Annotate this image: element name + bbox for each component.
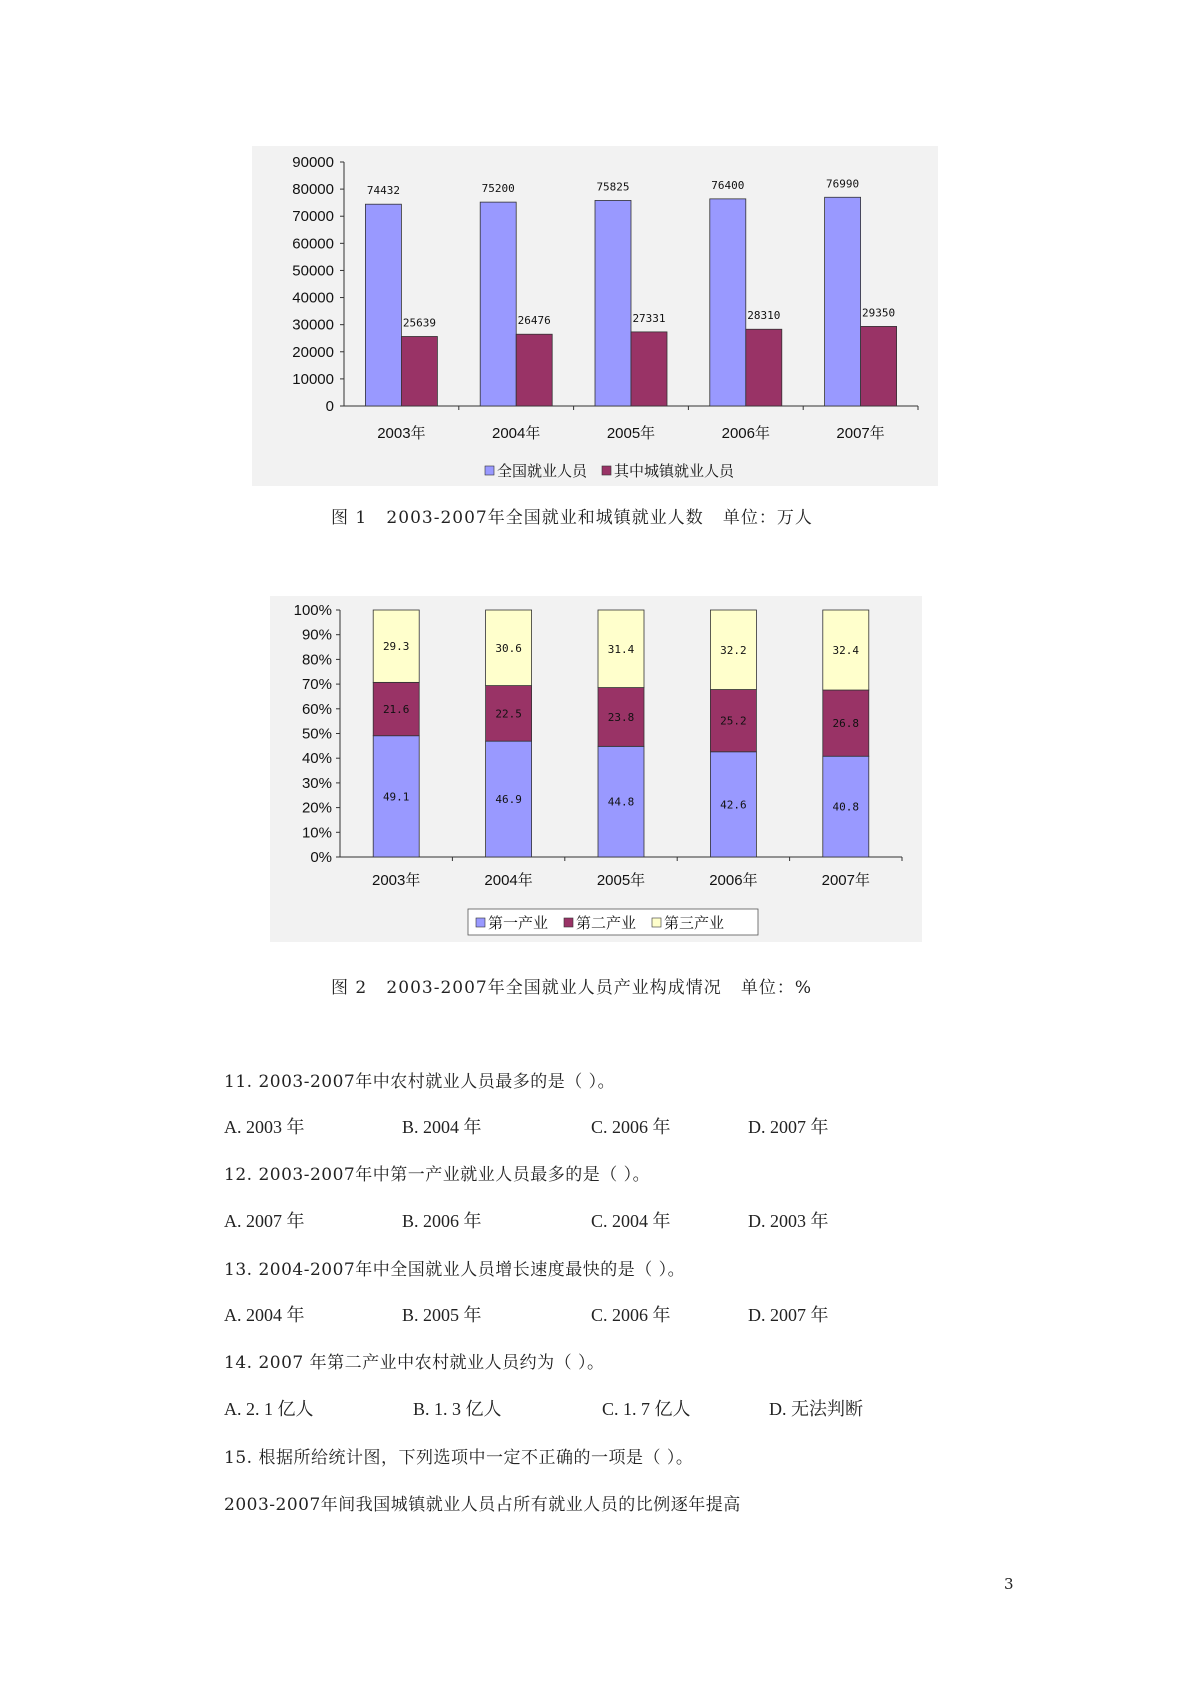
y-tick-label: 0% (310, 849, 332, 866)
segment-data-label: 42.6 (720, 798, 747, 812)
x-tick-label: 2006年 (709, 872, 758, 889)
segment-data-label: 32.2 (720, 643, 747, 657)
legend-swatch (476, 918, 485, 927)
bar-data-label: 25639 (402, 316, 436, 330)
y-tick-label: 80000 (292, 181, 334, 199)
y-tick-label: 20000 (292, 343, 334, 361)
x-tick-label: 2003年 (372, 872, 421, 889)
bar-data-label: 29350 (862, 306, 896, 320)
legend-label: 第二产业 (576, 914, 637, 932)
legend-swatch (564, 918, 573, 927)
figure-1-caption: 图 1 2003-2007年全国就业和城镇就业人数 单位：万人 (331, 508, 813, 528)
x-tick-label: 2003年 (377, 425, 426, 442)
segment-data-label: 21.6 (382, 703, 410, 717)
figure-1-chart (252, 146, 938, 486)
x-tick-label: 2004年 (492, 425, 541, 442)
question-11-option-b: B. 2004 年 (402, 1117, 482, 1137)
question-13-option-d: D. 2007 年 (748, 1305, 829, 1325)
figure-1-svg (252, 146, 938, 486)
question-14-option-d: D. 无法判断 (769, 1399, 863, 1419)
y-tick-label: 40% (301, 750, 332, 768)
y-tick-label: 70% (301, 676, 332, 694)
bar-data-label: 28310 (747, 309, 781, 323)
question-11-stem: 11. 2003-2007年中农村就业人员最多的是（ ）。 (224, 1072, 616, 1092)
segment-data-label: 23.8 (607, 710, 635, 724)
bar-data-label: 26476 (517, 314, 551, 328)
y-tick-label: 0 (325, 398, 334, 415)
figure-2-svg (270, 596, 922, 942)
y-tick-label: 100% (293, 602, 332, 619)
figure-2-caption: 图 2 2003-2007年全国就业人员产业构成情况 单位：% (331, 978, 813, 998)
x-tick-label: 2007年 (836, 425, 885, 442)
bar (365, 204, 401, 406)
legend-label: 全国就业人员 (497, 462, 588, 480)
segment-data-label: 31.4 (607, 642, 635, 656)
question-13-option-b: B. 2005 年 (402, 1305, 482, 1325)
question-14-option-c: C. 1. 7 亿人 (602, 1399, 691, 1419)
x-tick-label: 2005年 (596, 872, 646, 889)
bar-data-label: 74432 (366, 184, 400, 198)
segment-data-label: 22.5 (495, 707, 522, 721)
y-tick-label: 30000 (292, 316, 334, 334)
segment-data-label: 25.2 (720, 714, 747, 728)
segment-data-label: 29.3 (382, 640, 410, 654)
legend-label: 第三产业 (664, 914, 725, 932)
question-14-option-b: B. 1. 3 亿人 (413, 1399, 502, 1419)
segment-data-label: 40.8 (832, 800, 860, 814)
y-tick-label: 50% (301, 725, 332, 743)
legend-label: 其中城镇就业人员 (614, 462, 735, 480)
trailing-text: 2003-2007年间我国城镇就业人员占所有就业人员的比例逐年提高 (224, 1495, 741, 1515)
y-tick-label: 60% (301, 700, 332, 718)
bar (746, 329, 782, 406)
y-tick-label: 60000 (292, 235, 334, 253)
figure-2-chart (270, 596, 922, 942)
question-12-option-d: D. 2003 年 (748, 1211, 829, 1231)
bar (516, 334, 552, 406)
segment-data-label: 46.9 (495, 793, 522, 807)
legend-swatch (602, 466, 611, 475)
legend-label: 第一产业 (488, 914, 549, 932)
question-13-option-a: A. 2004 年 (224, 1305, 305, 1325)
x-tick-label: 2005年 (606, 425, 656, 442)
y-tick-label: 50000 (292, 262, 334, 280)
segment-data-label: 26.8 (832, 717, 860, 731)
page-number: 3 (1004, 1575, 1014, 1593)
bar (861, 326, 897, 406)
question-11-option-d: D. 2007 年 (748, 1117, 829, 1137)
question-12-option-b: B. 2006 年 (402, 1211, 482, 1231)
y-tick-label: 80% (301, 651, 332, 669)
segment-data-label: 32.4 (832, 644, 860, 658)
x-tick-label: 2006年 (721, 425, 770, 442)
x-tick-label: 2004年 (484, 872, 533, 889)
bar (631, 332, 667, 406)
y-tick-label: 40000 (292, 289, 334, 307)
bar (401, 336, 437, 406)
y-tick-label: 90000 (292, 154, 334, 171)
question-11-option-c: C. 2006 年 (591, 1117, 671, 1137)
bar (480, 202, 516, 406)
bar-data-label: 76400 (711, 178, 745, 192)
x-tick-label: 2007年 (821, 872, 870, 889)
question-13-stem: 13. 2004-2007年中全国就业人员增长速度最快的是（ ）。 (224, 1260, 686, 1280)
segment-data-label: 44.8 (607, 795, 635, 809)
bar (595, 200, 631, 406)
y-tick-label: 30% (301, 774, 332, 792)
question-12-option-c: C. 2004 年 (591, 1211, 671, 1231)
question-12-stem: 12. 2003-2007年中第一产业就业人员最多的是（ ）。 (224, 1165, 651, 1185)
segment-data-label: 30.6 (495, 641, 522, 655)
y-tick-label: 90% (301, 626, 332, 644)
y-tick-label: 70000 (292, 208, 334, 226)
bar-data-label: 75200 (481, 182, 515, 196)
legend-swatch (652, 918, 661, 927)
question-12-option-a: A. 2007 年 (224, 1211, 305, 1231)
question-14-option-a: A. 2. 1 亿人 (224, 1399, 314, 1419)
y-tick-label: 20% (301, 799, 332, 817)
question-11-option-a: A. 2003 年 (224, 1117, 305, 1137)
segment-data-label: 49.1 (382, 790, 410, 804)
bar-data-label: 76990 (826, 177, 860, 191)
bar-data-label: 75825 (596, 180, 630, 194)
question-13-option-c: C. 2006 年 (591, 1305, 671, 1325)
y-tick-label: 10000 (292, 370, 334, 388)
question-14-stem: 14. 2007 年第二产业中农村就业人员约为（ ）。 (224, 1353, 605, 1373)
bar (825, 197, 861, 406)
bar-data-label: 27331 (632, 311, 666, 325)
question-15-stem: 15. 根据所给统计图，下列选项中一定不正确的一项是（ ）。 (224, 1448, 694, 1468)
y-tick-label: 10% (301, 824, 332, 842)
bar (710, 199, 746, 406)
legend-swatch (485, 466, 494, 475)
